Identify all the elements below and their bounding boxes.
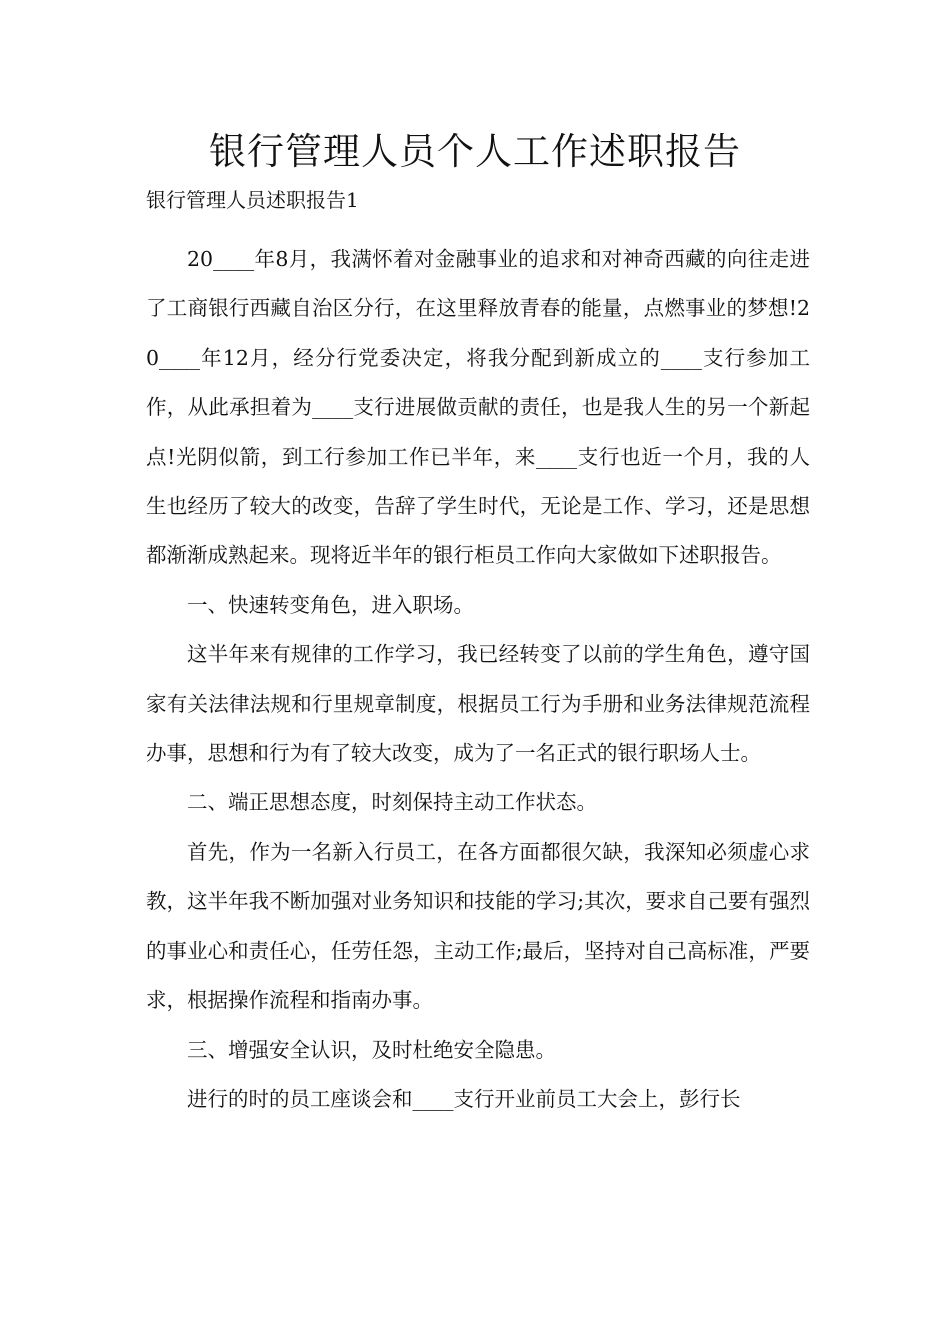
paragraph-intro: 20____年8月，我满怀着对金融事业的追求和对神奇西藏的向往走进了工商银行西藏自治区分行，在这里释放青春的能量，点燃事业的梦想!20____年12月，经分行党委决定，将我分配到新成立的____支行参加工作，从此承担着为____支行进展做贡献的责任，也是我人生的另一个新起点!光阴似箭，到工行参加工作已半年，来____支行也近一个月，我的人生也经历了较大的改变，告辞了学生时代，无论是工作、学习，还是思想都渐渐成熟起来。现将近半年的银行柜员工作向大家做如下述职报告。 [146, 247, 810, 568]
section-heading-3: 三、增强安全认识，及时杜绝安全隐患。 [187, 1037, 556, 1062]
document-subtitle: 银行管理人员述职报告1 [146, 188, 359, 212]
section-heading-1: 一、快速转变角色，进入职场。 [187, 592, 474, 617]
section-heading-2: 二、端正思想态度，时刻保持主动工作状态。 [187, 790, 597, 815]
document-title: 银行管理人员个人工作述职报告 [209, 130, 741, 173]
paragraph-section-1: 这半年来有规律的工作学习，我已经转变了以前的学生角色，遵守国家有关法律法规和行里规章制度，根据员工行为手册和业务法律规范流程办事，思想和行为有了较大改变，成为了一名正式的银行职场人士。 [146, 642, 810, 766]
paragraph-section-3: 进行的时的员工座谈会和____支行开业前员工大会上，彭行长 [187, 1086, 741, 1111]
document-body [146, 235, 810, 1124]
paragraph-section-2: 首先，作为一名新入行员工，在各方面都很欠缺，我深知必须虚心求教，这半年我不断加强对业务知识和技能的学习;其次，要求自己要有强烈的事业心和责任心，任劳任怨，主动工作;最后，坚持对自己高标准，严要求，根据操作流程和指南办事。 [146, 839, 810, 1013]
